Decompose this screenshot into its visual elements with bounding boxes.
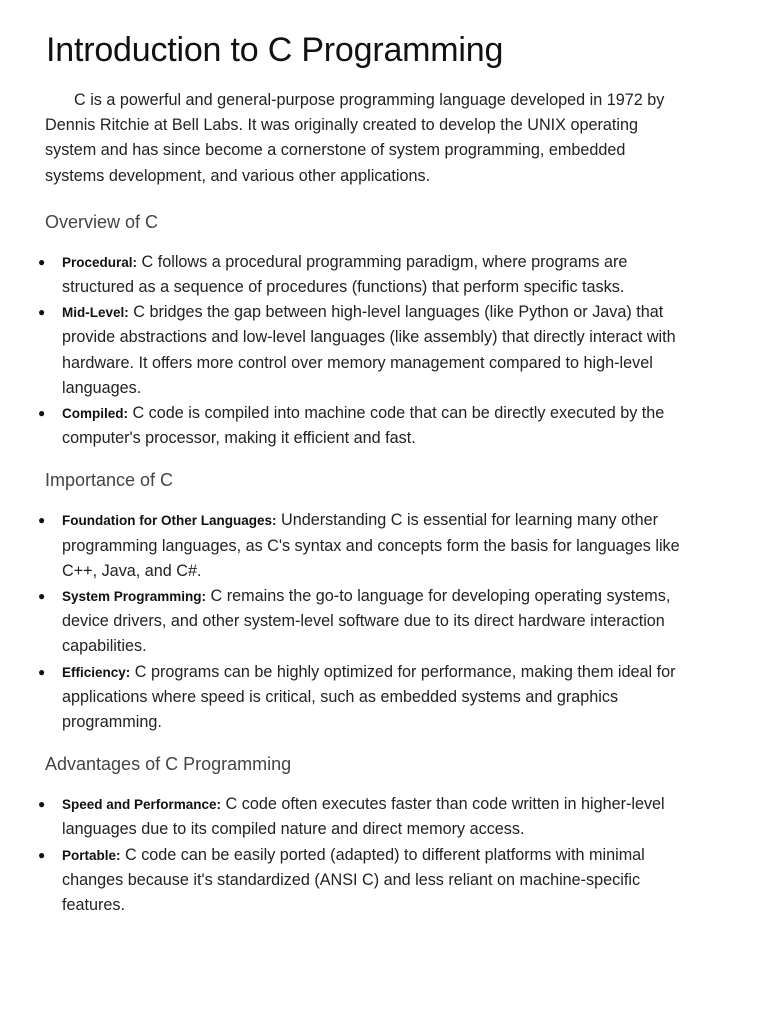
- item-term: Efficiency:: [62, 664, 131, 680]
- list-item: [38, 792, 688, 842]
- bullet-icon: ●: [38, 847, 46, 862]
- item-text: C code is compiled into machine code that can be directly executed by the computer's processor, making it efficient and fast.: [62, 404, 665, 448]
- list-item: [38, 508, 688, 584]
- bullet-icon: ●: [38, 664, 46, 679]
- bullet-icon: ●: [38, 589, 46, 604]
- item-text: C bridges the gap between high-level languages (like Python or Java) that provide abstractions and low-level languages (like assembly) that directly interact with hardware. It offers more control over memory management compared to high-level languages.: [62, 303, 676, 397]
- item-term: System Programming:: [62, 589, 207, 605]
- item-text: C code can be easily ported (adapted) to different platforms with minimal changes because it's standardized (ANSI C) and less reliant on machine-specific features.: [62, 845, 645, 915]
- item-text: C follows a procedural programming paradigm, where programs are structured as a sequence of procedures (functions) that perform specific tasks.: [62, 252, 628, 297]
- section-heading-advantages: Advantages of C Programming: [45, 754, 292, 775]
- item-text: C code often executes faster than code written in higher-level languages due to its compiled nature and direct memory access.: [62, 795, 665, 839]
- bullet-icon: ●: [38, 305, 46, 320]
- item-text: C programs can be highly optimized for performance, making them ideal for applications where speed is critical, such as embedded systems and graphics programming.: [62, 662, 676, 732]
- intro-paragraph: C is a powerful and general-purpose programming language developed in 1972 by Dennis Ritchie at Bell Labs. It was originally created to develop the UNIX operating system and has since become a cornerstone of system programming, embedded systems development, and various other applications.: [45, 91, 665, 185]
- item-term: Speed and Performance:: [62, 797, 222, 813]
- overview-list: [38, 250, 688, 452]
- list-item: [38, 584, 688, 660]
- item-term: Foundation for Other Languages:: [62, 513, 277, 529]
- item-term: Mid-Level:: [62, 305, 129, 321]
- item-term: Procedural:: [62, 254, 138, 270]
- bullet-icon: ●: [38, 406, 46, 421]
- list-item: [38, 660, 688, 736]
- bullet-icon: ●: [38, 254, 46, 269]
- item-text: C remains the go-to language for developing operating systems, device drivers, and other system-level software due to its direct hardware interaction capabilities.: [62, 587, 671, 656]
- section-heading-overview: Overview of C: [45, 211, 159, 232]
- advantages-list: [38, 792, 688, 918]
- section-heading-importance: Importance of C: [45, 470, 174, 491]
- list-item: [38, 250, 688, 300]
- item-term: Compiled:: [62, 406, 128, 422]
- bullet-icon: ●: [38, 797, 46, 812]
- item-term: Portable:: [62, 847, 121, 863]
- list-item: [38, 843, 688, 919]
- list-item: [38, 300, 688, 401]
- importance-list: [38, 508, 688, 735]
- list-item: [38, 401, 688, 451]
- page-title: Introduction to C Programming: [46, 31, 504, 69]
- bullet-icon: ●: [38, 513, 46, 528]
- item-text: Understanding C is essential for learning many other programming languages, as C's syntax and concepts form the basis for languages like C++, Java, and C#.: [62, 511, 680, 580]
